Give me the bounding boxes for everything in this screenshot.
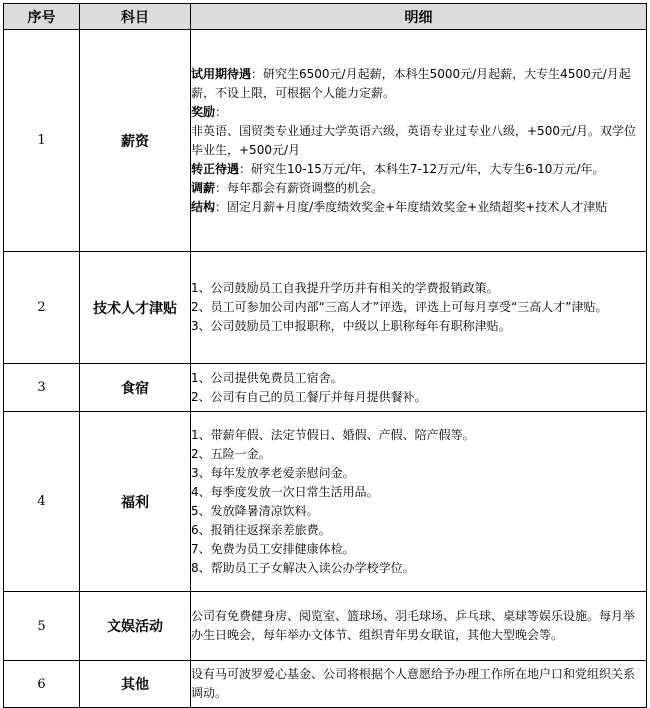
row-seq: 1 — [4, 30, 80, 252]
detail-label: 结构 — [191, 199, 216, 214]
row-seq: 3 — [4, 364, 80, 412]
detail-text: 3、公司鼓励员工申报职称，中级以上职称每年有职称津贴。 — [191, 319, 511, 333]
row-detail — [191, 412, 647, 592]
table-row — [4, 30, 647, 252]
detail-text: 1、公司提供免费员工宿舍。 — [191, 370, 343, 385]
detail-line — [191, 483, 646, 502]
row-detail — [191, 252, 647, 364]
detail-text: 7、免费为员工安排健康体检。 — [191, 541, 355, 556]
detail-line — [191, 103, 646, 122]
table-row — [4, 592, 647, 661]
table-row — [4, 661, 647, 708]
detail-line — [191, 122, 646, 160]
detail-line — [191, 559, 646, 578]
header-detail: 明细 — [191, 4, 647, 30]
benefits-table — [3, 3, 647, 708]
detail-text: 6、报销往返探亲差旅费。 — [191, 522, 331, 537]
detail-line — [191, 388, 646, 407]
detail-text: ：研究生6500元/月起薪，本科生5000元/月起薪，大专生4500元/月起薪，不设上限，可根据个人能力定薪。 — [191, 66, 631, 100]
detail-label: 试用期待遇 — [191, 66, 252, 81]
row-subject: 文娱活动 — [80, 592, 191, 661]
detail-text: 2、公司有自己的员工餐厅并每月提供餐补。 — [191, 389, 427, 404]
detail-label: 转正待遇 — [191, 161, 240, 176]
detail-line — [191, 464, 646, 483]
detail-label: 奖励 — [191, 104, 216, 119]
detail-line — [191, 540, 646, 559]
header-row — [4, 4, 647, 30]
row-detail — [191, 661, 647, 708]
detail-text: 4、每季度发放一次日常生活用品。 — [191, 484, 379, 499]
row-seq: 6 — [4, 661, 80, 708]
row-seq: 4 — [4, 412, 80, 592]
detail-line — [191, 426, 646, 445]
detail-text: 1、公司鼓励员工自我提升学历并有相关的学费报销政策。 — [191, 281, 499, 295]
detail-line — [191, 160, 646, 179]
detail-line — [191, 65, 646, 103]
detail-text: 3、每年发放孝老爱亲慰问金。 — [191, 465, 355, 480]
detail-text: ： — [215, 104, 228, 119]
detail-text: ：研究生10-15万元/年，本科生7-12万元/年，大专生6-10万元/年。 — [239, 161, 605, 176]
detail-text: 2、五险一金。 — [191, 446, 271, 461]
header-subject: 科目 — [80, 4, 191, 30]
detail-line — [191, 521, 646, 540]
detail-line — [191, 369, 646, 388]
row-subject: 食宿 — [80, 364, 191, 412]
detail-text: 非英语、国贸类专业通过大学英语六级，英语专业过专业八级，+500元/月。双学位毕业生，+500元/月 — [191, 123, 637, 157]
table-row — [4, 252, 647, 364]
row-subject: 技术人才津贴 — [80, 252, 191, 364]
detail-text: 1、带薪年假、法定节假日、婚假、产假、陪产假等。 — [191, 427, 475, 442]
row-seq: 2 — [4, 252, 80, 364]
detail-line — [191, 665, 646, 703]
row-detail — [191, 592, 647, 661]
table-row — [4, 364, 647, 412]
row-detail — [191, 364, 647, 412]
header-seq: 序号 — [4, 4, 80, 30]
table-body — [4, 30, 647, 708]
detail-line — [191, 607, 646, 645]
row-subject: 其他 — [80, 661, 191, 708]
detail-line — [191, 198, 646, 217]
detail-text: 公司有免费健身房、阅览室、篮球场、羽毛球场、乒乓球、桌球等娱乐设施。每月举办生日晚会，每年举办文体节、组织青年男女联谊，其他大型晚会等。 — [191, 609, 636, 642]
detail-line — [191, 502, 646, 521]
detail-line — [191, 179, 646, 198]
row-detail — [191, 30, 647, 252]
detail-text: 5、发放降暑清凉饮料。 — [191, 503, 319, 518]
detail-line — [191, 317, 646, 336]
row-subject: 福利 — [80, 412, 191, 592]
row-subject: 薪资 — [80, 30, 191, 252]
detail-line — [191, 445, 646, 464]
row-seq: 5 — [4, 592, 80, 661]
detail-line — [191, 279, 646, 298]
detail-label: 调薪 — [191, 180, 216, 195]
detail-text: 设有马可波罗爱心基金、公司将根据个人意愿给予办理工作所在地户口和党组织关系调动。 — [191, 667, 636, 700]
detail-text: ：固定月薪+月度/季度绩效奖金+年度绩效奖金+业绩超奖+技术人才津贴 — [215, 199, 608, 214]
detail-line — [191, 298, 646, 317]
detail-text: 2、员工可参加公司内部“三高人才”评选，评选上可每月享受“三高人才”津贴。 — [191, 300, 608, 314]
detail-text: 8、帮助员工子女解决入读公办学校学位。 — [191, 560, 415, 575]
detail-text: ：每年都会有薪资调整的机会。 — [215, 180, 384, 195]
table-row — [4, 412, 647, 592]
